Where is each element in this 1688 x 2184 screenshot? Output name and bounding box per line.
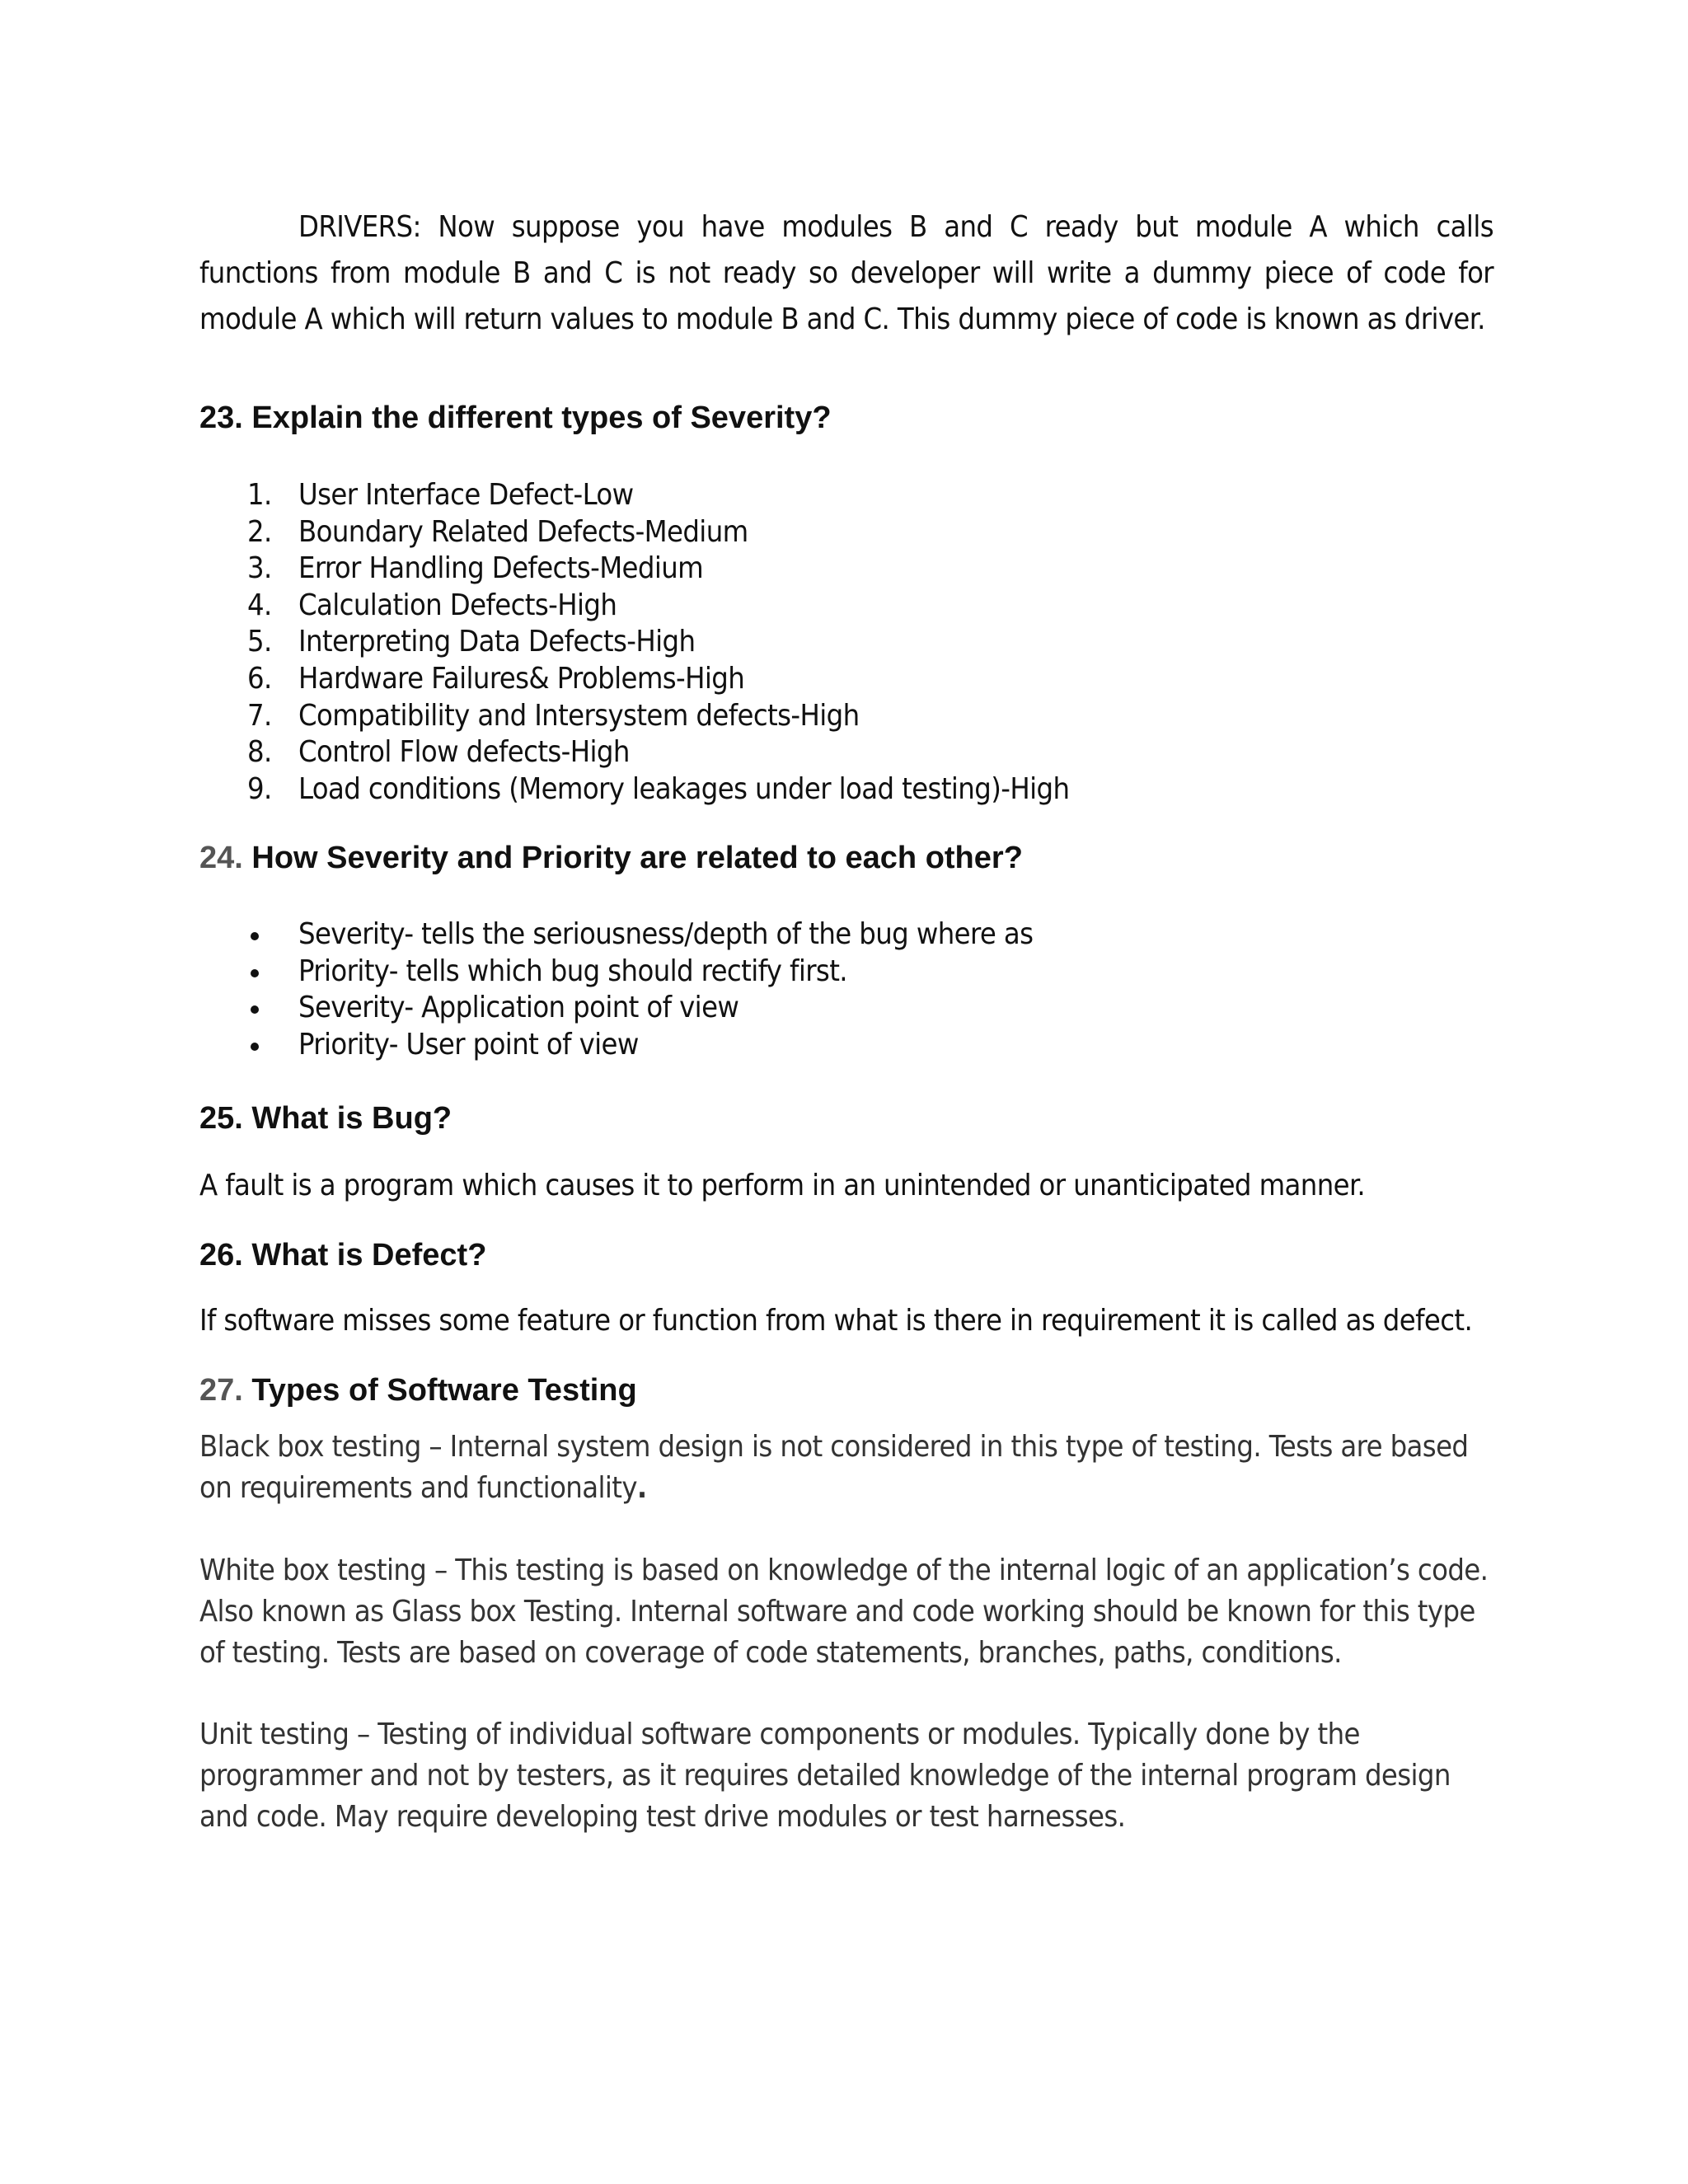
list-item-text: Priority- User point of view	[298, 1027, 639, 1062]
list-item	[199, 954, 1033, 991]
drivers-text: DRIVERS: Now suppose you have modules B and C ready but module A which calls functions from module B and C is not ready so developer will write a dummy piece of code for module A which will return values to module B and C. This dummy piece of code is known as driver.	[199, 210, 1493, 336]
heading-q27	[199, 1373, 637, 1408]
defect-definition: If software misses some feature or function from what is there in requirement it is called as defect.	[199, 1304, 1473, 1338]
bullet-icon	[251, 932, 259, 940]
list-item	[199, 588, 1069, 625]
list-item	[199, 1027, 1033, 1064]
list-marker: 1.	[247, 478, 272, 512]
list-item	[199, 916, 1033, 954]
bullet-icon	[251, 1005, 259, 1014]
heading-text: How Severity and Priority are related to each other?	[251, 841, 1023, 875]
list-item	[199, 661, 1069, 698]
list-item	[199, 698, 1069, 735]
list-marker: 9.	[247, 771, 272, 806]
list-item	[199, 734, 1069, 771]
list-item	[199, 551, 1069, 588]
list-marker: 2.	[247, 514, 272, 549]
white-box-paragraph: White box testing – This testing is based on knowledge of the internal logic of an application’s code. Also known as Glass box Testing. Internal software and code working should be known for this type of testing. Tests are based on coverage of code statements, branches, paths, conditions.	[199, 1554, 1489, 1670]
severity-priority-list	[199, 916, 1033, 1063]
list-item-text: Calculation Defects-High	[298, 588, 617, 622]
list-item-text: Load conditions (Memory leakages under load testing)-High	[298, 771, 1070, 806]
list-item-text: Severity- Application point of view	[298, 991, 739, 1025]
list-item	[199, 514, 1069, 551]
black-box-paragraph	[199, 1427, 1493, 1509]
list-marker: 6.	[247, 661, 272, 696]
list-marker: 8.	[247, 735, 272, 770]
bullet-icon	[251, 1043, 259, 1051]
list-marker: 3.	[247, 551, 272, 586]
list-marker: 5.	[247, 625, 272, 659]
drivers-paragraph	[199, 204, 1493, 343]
list-item-text: Control Flow defects-High	[298, 735, 630, 770]
heading-number: 24.	[199, 841, 243, 875]
unit-testing-paragraph: Unit testing – Testing of individual software components or modules. Typically done by the programmer and not by testers, as it requires detailed knowledge of the internal program design and code. May require developing test drive modules or test harnesses.	[199, 1718, 1451, 1834]
bug-definition: A fault is a program which causes it to perform in an unintended or unanticipated manner.	[199, 1169, 1366, 1202]
list-item	[199, 771, 1069, 808]
heading-text: Types of Software Testing	[251, 1373, 637, 1408]
heading-q23: 23. Explain the different types of Severity?	[199, 401, 832, 435]
list-item-text: Boundary Related Defects-Medium	[298, 514, 748, 549]
black-box-text: Black box testing – Internal system design is not considered in this type of testing. Tests are based on requirements and functionality	[199, 1430, 1469, 1505]
list-item-text: Compatibility and Intersystem defects-High	[298, 698, 860, 733]
heading-q26: 26. What is Defect?	[199, 1238, 487, 1272]
list-item-text: Interpreting Data Defects-High	[298, 625, 696, 659]
list-item-text: Severity- tells the seriousness/depth of the bug where as	[298, 917, 1034, 951]
severity-list	[199, 477, 1069, 808]
list-item	[199, 477, 1069, 514]
bold-period: .	[636, 1471, 647, 1505]
bullet-icon	[251, 969, 259, 977]
list-item	[199, 990, 1033, 1027]
list-item-text: Error Handling Defects-Medium	[298, 551, 704, 586]
heading-q25: 25. What is Bug?	[199, 1101, 452, 1136]
heading-number: 27.	[199, 1373, 243, 1408]
list-marker: 4.	[247, 588, 272, 622]
list-item-text: Priority- tells which bug should rectify first.	[298, 954, 847, 988]
list-item	[199, 624, 1069, 661]
list-marker: 7.	[247, 698, 272, 733]
list-item-text: User Interface Defect-Low	[298, 478, 634, 512]
heading-q24	[199, 841, 1023, 876]
list-item-text: Hardware Failures& Problems-High	[298, 661, 745, 696]
